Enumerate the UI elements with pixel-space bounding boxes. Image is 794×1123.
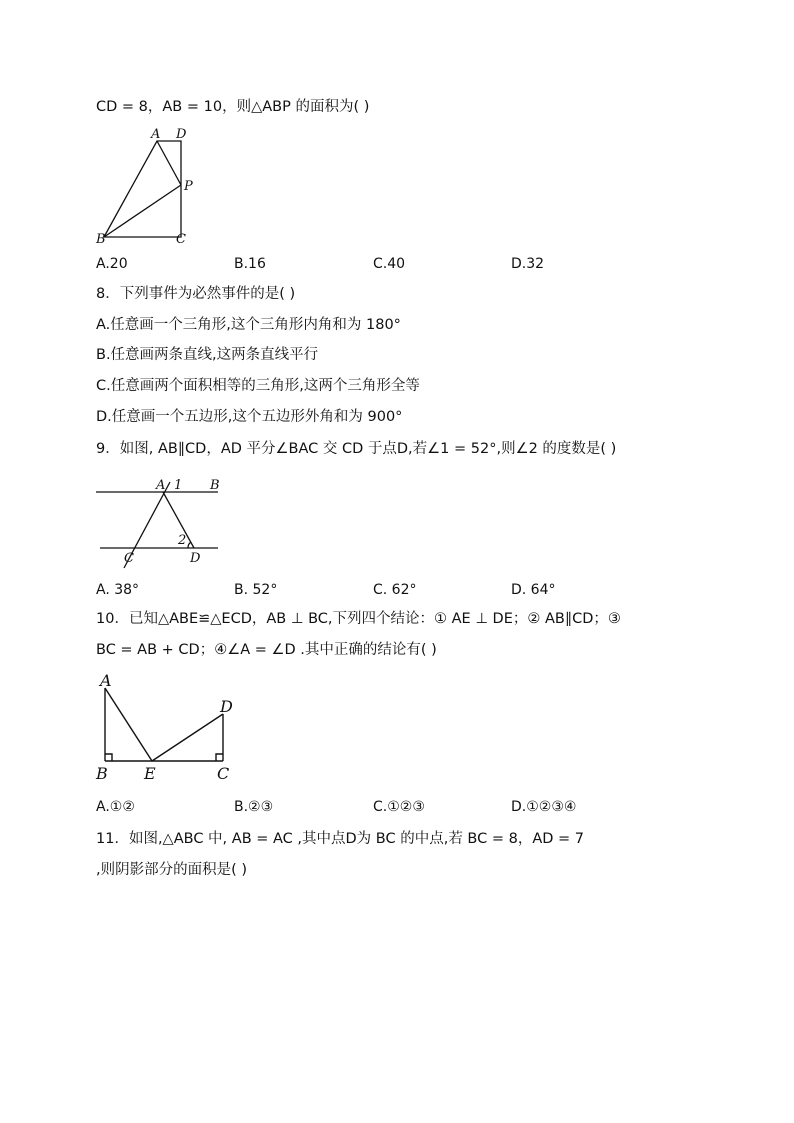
q10-segment-ed [152, 714, 223, 761]
q9-label-b: B [210, 478, 220, 493]
q7-label-a: A [151, 127, 161, 142]
q7-label-b: B [96, 232, 106, 247]
q7-option-b[interactable]: B.16 [234, 256, 266, 272]
q9-option-a[interactable]: A. 38° [96, 582, 140, 598]
q7-trapezoid [104, 141, 181, 237]
q7-label-p: P [184, 179, 193, 194]
q9-label-a: A [156, 478, 166, 493]
q10-right-angle-c [216, 754, 223, 761]
q10-segment-ae [105, 688, 152, 761]
q10-stem-line1: 10．已知△ABE≌△ECD，AB ⊥ BC,下列四个结论：① AE ⊥ DE；② AB∥CD；③ [96, 611, 621, 627]
q10-figure [96, 670, 246, 782]
q7-figure [94, 124, 214, 247]
q9-stem: 9．如图, AB∥CD，AD 平分∠BAC 交 CD 于点D,若∠1 = 52°,则∠2 的度数是( ) [96, 441, 617, 457]
q9-label-d: D [190, 551, 201, 566]
q10-label-b: B [96, 764, 108, 783]
q9-label-2: 2 [178, 533, 187, 548]
q10-label-c: C [217, 764, 230, 783]
q9-option-c[interactable]: C. 62° [373, 582, 417, 598]
q9-angle-2-arc [188, 542, 191, 548]
q7-segment-bp [104, 185, 181, 237]
q8-option-b[interactable]: B.任意画两条直线,这两条直线平行 [96, 347, 319, 363]
q9-option-d[interactable]: D. 64° [511, 582, 556, 598]
q10-option-c[interactable]: C.①②③ [373, 799, 425, 815]
q10-label-e: E [144, 764, 156, 783]
q7-option-d[interactable]: D.32 [511, 256, 545, 272]
q7-stem: CD = 8，AB = 10，则△ABP 的面积为( ) [96, 99, 370, 115]
q10-label-d: D [220, 697, 233, 716]
q9-option-b[interactable]: B. 52° [234, 582, 278, 598]
q8-option-d[interactable]: D.任意画一个五边形,这个五边形外角和为 900° [96, 409, 403, 425]
q10-option-d[interactable]: D.①②③④ [511, 799, 577, 815]
q11-stem-line2: ,则阴影部分的面积是( ) [96, 862, 248, 878]
q9-label-c: C [124, 551, 134, 566]
q7-label-d: D [176, 127, 187, 142]
q7-option-c[interactable]: C.40 [373, 256, 406, 272]
q10-option-a[interactable]: A.①② [96, 799, 135, 815]
q10-label-a: A [100, 671, 112, 690]
q7-segment-ap [157, 141, 181, 185]
q8-option-c[interactable]: C.任意画两个面积相等的三角形,这两个三角形全等 [96, 378, 420, 394]
q7-label-c: C [176, 232, 186, 247]
q8-option-a[interactable]: A.任意画一个三角形,这个三角形内角和为 180° [96, 317, 401, 333]
q10-option-b[interactable]: B.②③ [234, 799, 274, 815]
q9-label-1: 1 [174, 478, 183, 493]
q9-figure [96, 474, 226, 564]
q10-stem-line2: BC = AB + CD；④∠A = ∠D .其中正确的结论有( ) [96, 642, 437, 658]
q10-right-angle-b [105, 754, 112, 761]
q8-stem: 8．下列事件为必然事件的是( ) [96, 286, 296, 302]
q7-option-a[interactable]: A.20 [96, 256, 128, 272]
q11-stem-line1: 11．如图,△ABC 中, AB = AC ,其中点D为 BC 的中点,若 BC = 8，AD = 7 [96, 831, 585, 847]
